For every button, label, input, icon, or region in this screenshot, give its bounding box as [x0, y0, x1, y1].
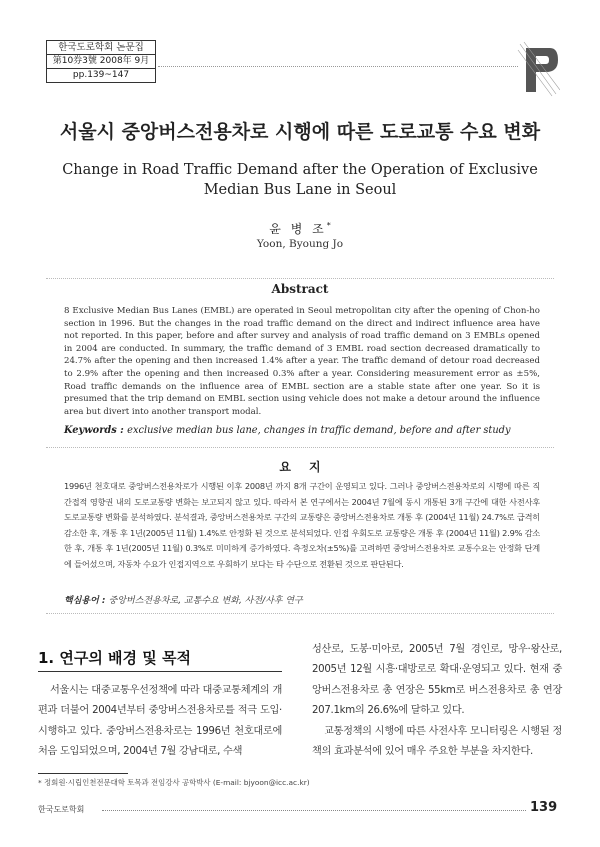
keywords-value: exclusive median bus lane, changes in traffic demand, before and after study — [127, 425, 511, 436]
footnote-divider — [38, 773, 128, 774]
core-keywords-value: 중앙버스전용차로, 교통수요 변화, 사전/사후 연구 — [108, 596, 303, 606]
author-korean — [0, 220, 600, 237]
paper-title-korean: 서울시 중앙버스전용차로 시행에 따른 도로교통 수요 변화 — [59, 121, 541, 143]
journal-logo-icon — [516, 40, 560, 98]
author-footnote-mark: * — [326, 221, 331, 230]
abstract-heading: Abstract — [271, 282, 329, 296]
body-column-right — [312, 640, 562, 762]
core-keywords-line — [64, 593, 544, 606]
author-english: Yoon, Byoung Jo — [256, 238, 344, 250]
body-paragraph: 서울시는 대중교통우선정책에 따라 대중교통체계의 개편과 더불어 2004년부터 중앙버스전용차로를 적극 도입·시행하고 있다. 중앙버스전용차로는 1996년 천호대로에 처음 도입되었으며, 2004년 7월 강남대로, 수색 — [38, 685, 282, 758]
paper-title-english: Change in Road Traffic Demand after the Operation of Exclusive Median Bus Lane in Seoul — [62, 162, 538, 198]
author-korean-name: 윤 병 조 — [269, 222, 327, 236]
summary-text: 1996년 천호대로 중앙버스전용차로가 시행된 이후 2008년 까지 8개 구간이 운영되고 있다. 그러나 중앙버스전용차로의 시행에 따른 직간접적 영향권 내의 도로교통량 변화는 보고되지 않고 있다. 따라서 본 연구에서는 2004년 7월에 동시 개통된 3개 구간에 대한 사전사후 도로교통량 변화를 분석하였다. 분석결과, 중앙버스전용차로 구간의 교통량은 중앙버스전용차로 개통 후 (2004년 11월) 24.7%로 급격히 감소한 후, 개통 후 1년(2005년 11월) 1.4%로 안정화 된 것으로 분석되었다. 인접 우회도로 교통량은 개통 후 (2004년 11월) 2.9% 감소한 후, 개통 후 1년(2005년 11월) 0.3%로 미미하게 증가하였다. 측정오차(±5%)를 고려하면 중앙버스전용차로 교통수요는 안정화 단계에 들어섰으며, 자동차 수요가 인접지역으로 우회하기 보다는 타 수단으로 전환된 것으로 판단된다. — [64, 481, 540, 569]
page-number: 139 — [530, 800, 558, 815]
abstract-divider — [46, 278, 554, 279]
journal-pages: pp.139~147 — [72, 70, 130, 80]
journal-volume: 第10券3號 2008年 9月 — [47, 55, 155, 69]
author-footnote: * 정회원·시립인천전문대학 토목과 전임강사 공학박사 (E-mail: bjyoon@icc.ac.kr) — [38, 778, 310, 787]
header-divider — [158, 66, 518, 67]
journal-info-box — [46, 40, 156, 83]
section-heading: 1. 연구의 배경 및 목적 — [38, 649, 191, 667]
summary-heading: 요지 — [279, 460, 339, 474]
section-heading-underline — [38, 671, 282, 672]
core-keywords-divider — [46, 613, 554, 614]
keywords-label: Keywords : — [64, 425, 128, 436]
abstract-text: 8 Exclusive Median Bus Lanes (EMBL) are operated in Seoul metropolitan city after the opening of Chon-ho section in 1996. But the changes in the road traffic demand on the direct and indirect influence area have not reported. In this paper, before and after survey and analysis of road traffic demand on 3 EMBLs opened in 2004 are conducted. In summary, the traffic demand of 3 EMBL road section decreased dramatically to 24.7% after the opening and then increased 1.4% after a year. The traffic demand of detour road decreased to 2.9% after the opening and then increased 0.3% after a year. Considering measurement error as ±5%, Road traffic demands on the influence area of EMBL section are a stable state after one year. So it is presumed that the trip demand on EMBL section using vehicle does not make a detour around the influence area but divert into another transport modal. — [64, 306, 540, 417]
body-paragraph: 교통정책의 시행에 따른 사전사후 모니터링은 시행된 정책의 효과분석에 있어 매우 주요한 부분을 차지한다. — [312, 725, 562, 758]
body-paragraph: 성산로, 도봉·미아로, 2005년 7월 경인로, 망우·왕산로, 2005년 12월 시흥·대방로로 확대·운영되고 있다. 현재 중앙버스전용차로 총 연장은 55km로 버스전용차로 총 연장 207.1km의 26.6%에 달하고 있다. — [312, 644, 562, 717]
footer-divider — [102, 810, 526, 811]
footer-society-name: 한국도로학회 — [38, 805, 85, 814]
journal-name: 한국도로학회 논문집 — [47, 41, 155, 55]
core-keywords-label: 핵심용어 : — [64, 596, 109, 606]
keywords-line — [64, 425, 544, 436]
keywords-divider — [46, 447, 554, 448]
body-column-left — [38, 681, 282, 763]
